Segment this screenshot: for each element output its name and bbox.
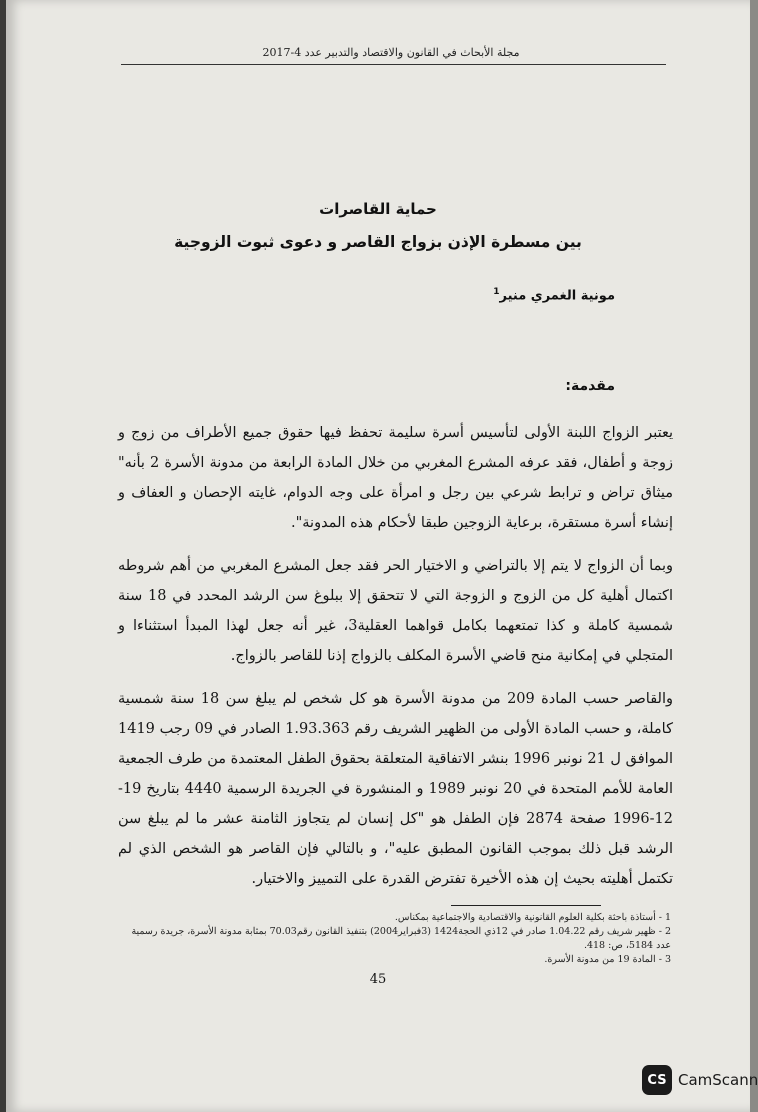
author-name (493, 287, 615, 303)
paragraph-2 (118, 551, 673, 671)
author-footnote-mark: 1 (493, 287, 500, 297)
document-page (6, 0, 750, 1112)
paragraph-text: يعتبر الزواج اللبنة الأولى لتأسيس أسرة سليمة تحفظ فيها حقوق جميع الأطراف من زوج و زوجة و أطفال، فقد عرفه المشرع المغربي من خلال المادة الرابعة من مدونة الأسرة 2 بأنه" ميثاق تراض و ترابط شرعي بين رجل و امرأة على وجه الدوام، غايته الإحصان و العفاف و إنشاء أسرة مستقرة، برعاية الزوجين طبقا لأحكام هذه المدونة". (118, 425, 674, 531)
paragraph-1 (118, 418, 673, 538)
footnote-separator (451, 905, 601, 906)
camscanner-watermark (642, 1064, 758, 1096)
camscanner-label: CamScann (678, 1071, 758, 1089)
article-title: حماية القاصرات (319, 200, 437, 218)
footnote-3: 3 - المادة 19 من مدونة الأسرة. (544, 954, 671, 965)
camscanner-logo-icon: CS (642, 1065, 672, 1095)
paragraph-text: وبما أن الزواج لا يتم إلا بالتراضي و الاختيار الحر فقد جعل المشرع المغربي من أهم شروطه اكتمال أهلية كل من الزوج و الزوجة التي لا تتحقق إلا ببلوغ سن الرشد المحدد في 18 سنة شمسية كاملة و كذا تمتعهما بكامل قواهما العقلية3، غير أنه جعل لهذا المبدأ استثناءا و المتجلي في إمكانية منح قاضي الأسرة المكلف بالزواج إذنا للقاصر بالزواج. (118, 558, 673, 664)
paragraph-text: والقاصر حسب المادة 209 من مدونة الأسرة هو كل شخص لم يبلغ سن 18 سنة شمسية كاملة، و حسب المادة الأولى من الظهير الشريف رقم 1.93.363 الصادر في 09 رجب 1419 الموافق ل 21 نونبر 1996 بنشر الاتفاقية المتعلقة بحقوق الطفل المعتمدة من طرف الجمعية العامة للأمم المتحدة في 20 نونبر 1989 و المنشورة في الجريدة الرسمية 4440 بتاريخ 19-12-1996 صفحة 2874 فإن الطفل هو "كل إنسان لم يتجاوز الثامنة عشر ما لم يبلغ سن الرشد قبل ذلك بموجب القانون المطبق عليه"، و بالتالي فإن القاصر هو الشخص الذي لم تكتمل أهليته بحيث إن هذه الأخيرة تفترض القدرة على التمييز والاختيار. (118, 691, 673, 887)
running-header: مجلة الأبحاث في القانون والاقتصاد والتدبير عدد 4-2017 (262, 46, 520, 59)
footnote-1: 1 - أستاذة باحثة بكلية العلوم القانونية والاقتصادية والاجتماعية بمكناس. (394, 912, 671, 923)
footnotes (116, 911, 671, 967)
paragraph-3 (118, 684, 673, 894)
article-subtitle: بين مسطرة الإذن بزواج القاصر و دعوى ثبوت الزوجية (174, 233, 582, 251)
section-heading: مقدمة: (565, 378, 615, 394)
page-number: 45 (369, 972, 387, 987)
header-rule (121, 64, 666, 65)
author-text: مونية الغمري منير (499, 288, 615, 304)
footnote-2: 2 - ظهير شريف رقم 1.04.22 صادر في 12ذي الحجة1424 (3فبراير2004) بتنفيذ القانون رقم70.03 بمثابة مدونة الأسرة، جريدة رسمية عدد 5184، ص: 418. (131, 926, 671, 951)
